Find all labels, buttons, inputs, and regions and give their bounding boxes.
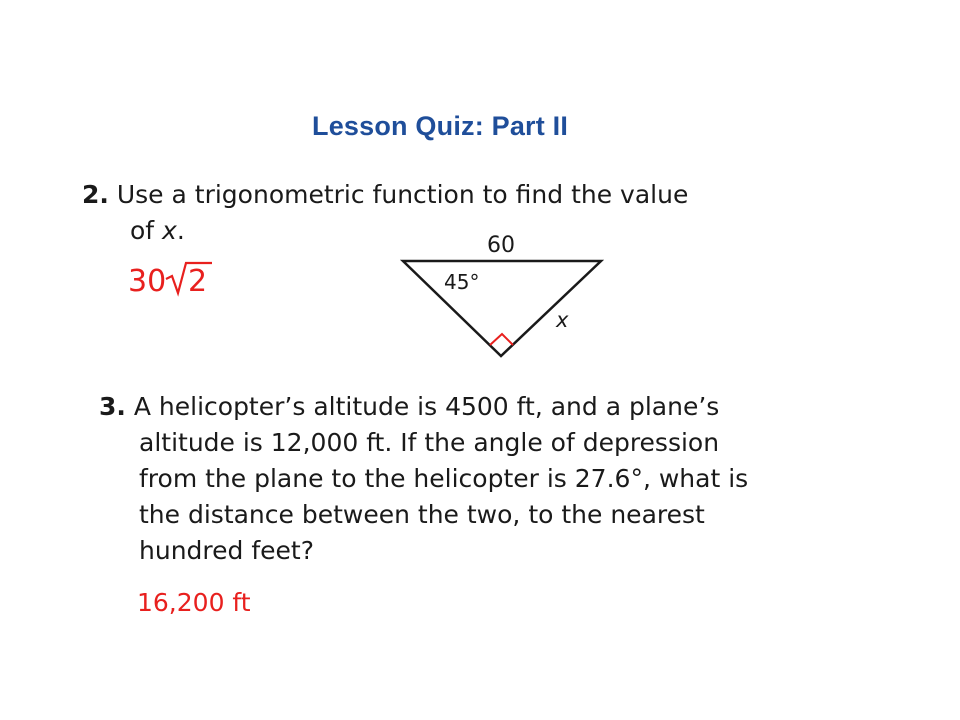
radical-expression [128, 258, 228, 298]
question-2-text-suffix: . [176, 216, 185, 245]
hypotenuse-label: x [556, 308, 569, 332]
right-angle-marker [490, 334, 513, 345]
question-3-answer: 16,200 ft [137, 588, 251, 617]
angle-label: 45° [444, 270, 480, 294]
right-triangle-figure [395, 222, 615, 364]
lesson-title: Lesson Quiz: Part II [312, 111, 569, 141]
question-2-variable: x [162, 216, 177, 245]
question-3-text-line: the distance between the two, to the nearest [139, 500, 705, 529]
question-3-line-1 [99, 389, 939, 425]
question-2-number: 2. [82, 180, 109, 209]
answer-radicand: 2 [188, 264, 208, 298]
question-3-text-line: hundred feet? [139, 536, 314, 565]
question-3-text-line: altitude is 12,000 ft. If the angle of depression [139, 428, 720, 457]
question-2-text-prefix: of [130, 216, 163, 245]
question-3 [99, 389, 939, 569]
question-2-text: Use a trigonometric function to find the value [116, 180, 689, 209]
question-3-text-line: from the plane to the helicopter is 27.6°, what is [139, 464, 749, 493]
question-2-line-1 [82, 177, 882, 213]
question-3-number: 3. [99, 392, 126, 421]
top-side-label: 60 [487, 233, 515, 258]
question-2-answer [128, 258, 228, 298]
triangle-outline [403, 261, 601, 356]
answer-coefficient: 30 [128, 264, 167, 298]
question-3-text-line: A helicopter’s altitude is 4500 ft, and a plane’s [133, 392, 720, 421]
